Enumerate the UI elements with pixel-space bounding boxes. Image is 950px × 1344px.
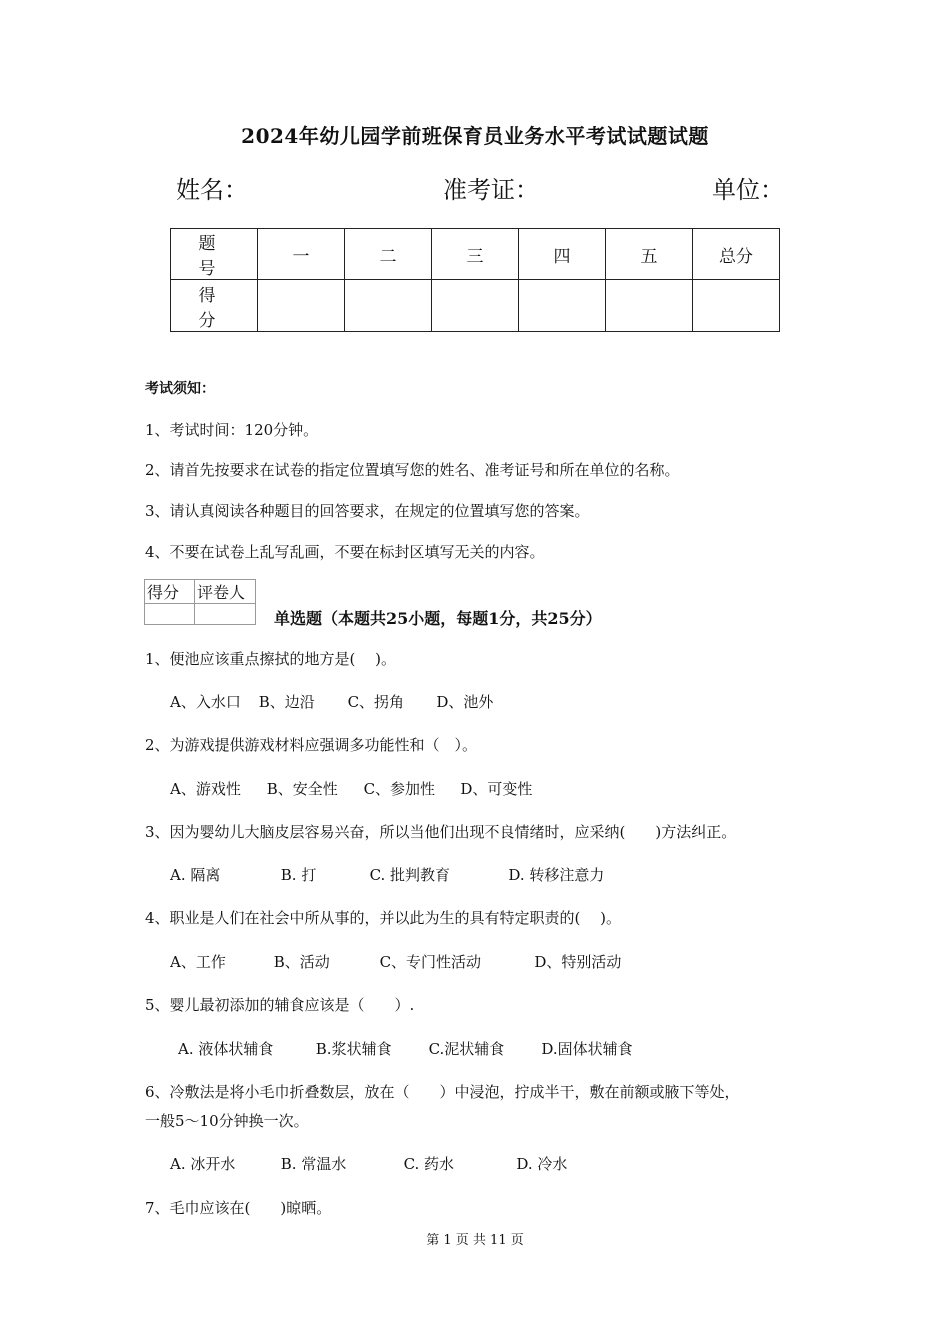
score-table-header-cell: 三 <box>432 229 519 280</box>
grader-name-label: 评卷人 <box>195 580 256 604</box>
question-options <box>178 1038 633 1059</box>
score-row-label: 得 分 <box>171 280 258 332</box>
option[interactable]: A、游戏性 <box>170 780 241 798</box>
question-options <box>170 691 493 712</box>
question-stem-continued: 一般5～10分钟换一次。 <box>145 1112 309 1130</box>
option[interactable]: D、可变性 <box>460 780 533 798</box>
score-table <box>170 228 780 332</box>
score-table-score-row <box>171 280 780 332</box>
option[interactable]: B. 常温水 <box>280 1155 347 1173</box>
score-table-header-cell: 五 <box>606 229 693 280</box>
notice-title: 考试须知： <box>145 381 215 397</box>
score-cell[interactable] <box>345 280 432 332</box>
option[interactable]: D.固体状辅食 <box>541 1040 633 1058</box>
option[interactable]: C、参加性 <box>363 780 436 798</box>
grader-score-label: 得分 <box>145 580 195 604</box>
notice-item: 3、请认真阅读各种题目的回答要求，在规定的位置填写您的答案。 <box>145 502 590 520</box>
option[interactable]: C.泥状辅食 <box>428 1040 505 1058</box>
score-cell[interactable] <box>519 280 606 332</box>
option[interactable]: A. 液体状辅食 <box>178 1040 274 1058</box>
grader-name-cell[interactable] <box>195 604 256 625</box>
option[interactable]: C、拐角 <box>347 693 405 711</box>
option[interactable]: D、池外 <box>436 693 494 711</box>
question-options <box>170 1153 567 1174</box>
score-cell[interactable] <box>258 280 345 332</box>
question-options <box>170 778 532 799</box>
question-stem: 1、便池应该重点擦拭的地方是( )。 <box>145 650 397 668</box>
option[interactable]: D、特别活动 <box>534 953 622 971</box>
question-stem: 5、婴儿最初添加的辅食应该是（ ）. <box>145 996 415 1014</box>
question-stem: 7、毛巾应该在( )晾晒。 <box>145 1199 332 1217</box>
option[interactable]: B、安全性 <box>266 780 338 798</box>
option[interactable]: B、边沿 <box>258 693 315 711</box>
option[interactable]: C. 药水 <box>403 1155 455 1173</box>
grader-score-cell[interactable] <box>145 604 195 625</box>
option[interactable]: A. 隔离 <box>170 866 221 884</box>
score-table-header-cell: 一 <box>258 229 345 280</box>
score-table-header-cell: 二 <box>345 229 432 280</box>
score-cell[interactable] <box>606 280 693 332</box>
option[interactable]: B. 打 <box>280 866 317 884</box>
grader-box <box>144 579 256 625</box>
question-stem: 2、为游戏提供游戏材料应强调多功能性和（ ）。 <box>145 736 478 754</box>
notice-item: 2、请首先按要求在试卷的指定位置填写您的姓名、准考证号和所在单位的名称。 <box>145 461 680 479</box>
option[interactable]: A、入水口 <box>170 693 241 711</box>
question-options <box>170 864 604 885</box>
section-title: 单选题（本题共25小题，每题1分，共25分） <box>274 609 602 628</box>
score-cell[interactable] <box>432 280 519 332</box>
score-table-header-cell: 四 <box>519 229 606 280</box>
page-footer: 第 1 页 共 11 页 <box>426 1233 524 1248</box>
option[interactable]: C. 批判教育 <box>369 866 451 884</box>
score-table-header-cell: 总分 <box>693 229 780 280</box>
question-stem: 3、因为婴幼儿大脑皮层容易兴奋，所以当他们出现不良情绪时，应采纳( )方法纠正。 <box>145 823 737 841</box>
option[interactable]: C、专门性活动 <box>379 953 482 971</box>
option[interactable]: D. 转移注意力 <box>508 866 605 884</box>
option[interactable]: B、活动 <box>273 953 330 971</box>
option[interactable]: A. 冰开水 <box>170 1155 236 1173</box>
exam-number-label: 准考证： <box>443 176 539 204</box>
question-options <box>170 951 621 972</box>
option[interactable]: D. 冷水 <box>516 1155 568 1173</box>
notice-item: 4、不要在试卷上乱写乱画，不要在标封区填写无关的内容。 <box>145 543 545 561</box>
unit-label: 单位： <box>712 176 784 204</box>
score-cell[interactable] <box>693 280 780 332</box>
question-stem: 4、职业是人们在社会中所从事的，并以此为生的具有特定职责的( )。 <box>145 909 622 927</box>
name-label: 姓名： <box>176 176 248 204</box>
question-stem: 6、冷敷法是将小毛巾折叠数层，放在（ ）中浸泡，拧成半干，敷在前额或腋下等处， <box>145 1083 740 1101</box>
score-table-header-row <box>171 229 780 280</box>
option[interactable]: A、工作 <box>170 953 226 971</box>
notice-item: 1、考试时间：120分钟。 <box>145 421 319 439</box>
page-title: 2024年幼儿园学前班保育员业务水平考试试题试题 <box>241 124 709 148</box>
option[interactable]: B.浆状辅食 <box>315 1040 392 1058</box>
score-table-header-cell: 题 号 <box>171 229 258 280</box>
